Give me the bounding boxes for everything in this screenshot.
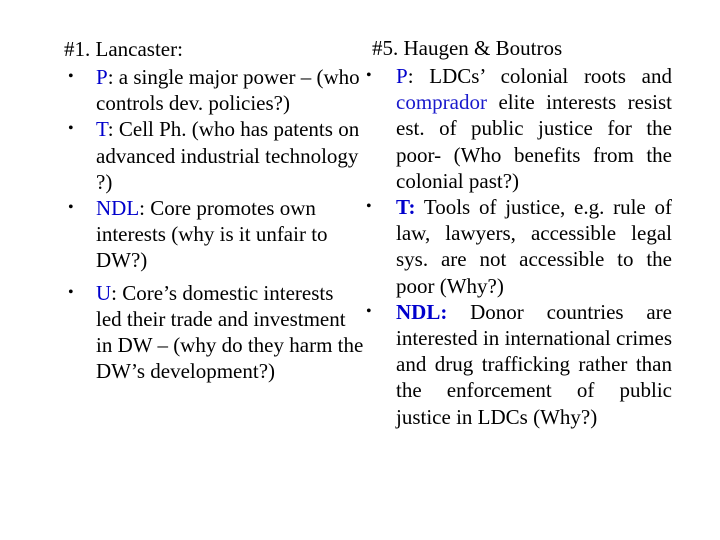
item-text: Tools of justice, e.g. rule of law, lawyers, accessible legal sys. are not accessible to the poor (Why?) — [396, 195, 672, 298]
item-text: : Core promotes own interests (why is it unfair to DW?) — [96, 196, 328, 273]
item-key: NDL: — [396, 299, 448, 324]
item-key: P — [96, 65, 108, 89]
highlight-term: comprador — [396, 90, 487, 115]
left-heading: #1. Lancaster: — [64, 37, 183, 61]
list-item — [362, 194, 672, 299]
item-key: T — [96, 117, 108, 142]
right-heading: #5. Haugen & Boutros — [372, 36, 563, 60]
list-item — [64, 195, 364, 274]
item-key: T: — [396, 195, 416, 220]
right-list — [362, 63, 672, 430]
right-column — [362, 37, 672, 430]
item-key: NDL — [96, 196, 140, 221]
bullet-icon: • — [366, 67, 372, 84]
item-text: : Cell Ph. (who has patents on advanced industrial technology ?) — [96, 117, 360, 194]
item-key: P — [396, 64, 408, 88]
list-item — [64, 280, 364, 385]
list-item — [64, 116, 364, 195]
bullet-icon: • — [366, 302, 372, 320]
bullet-icon: • — [366, 198, 372, 216]
left-column — [64, 38, 364, 384]
list-item — [362, 63, 672, 194]
bullet-icon: • — [68, 199, 74, 217]
bullet-icon: • — [68, 68, 74, 85]
list-item — [362, 299, 672, 430]
list-item — [64, 64, 364, 116]
item-text: : a single major power – (who controls dev. policies?) — [96, 65, 360, 116]
item-text: Donor countries are interested in international crimes and drug trafficking rather than the enforcement of public justice in LDCs (Why?) — [396, 299, 672, 429]
left-list — [64, 64, 364, 384]
item-text: : Core’s domestic interests led their trade and investment in DW – (why do they harm the DW’s development?) — [96, 280, 364, 384]
item-key: U — [96, 280, 112, 305]
item-text: elite interests resist est. of public justice for the poor- (Who benefits from the colonial past?) — [396, 90, 672, 193]
bullet-icon: • — [68, 120, 74, 138]
bullet-icon: • — [68, 283, 74, 301]
item-text: : LDCs’ colonial roots and — [407, 64, 672, 88]
